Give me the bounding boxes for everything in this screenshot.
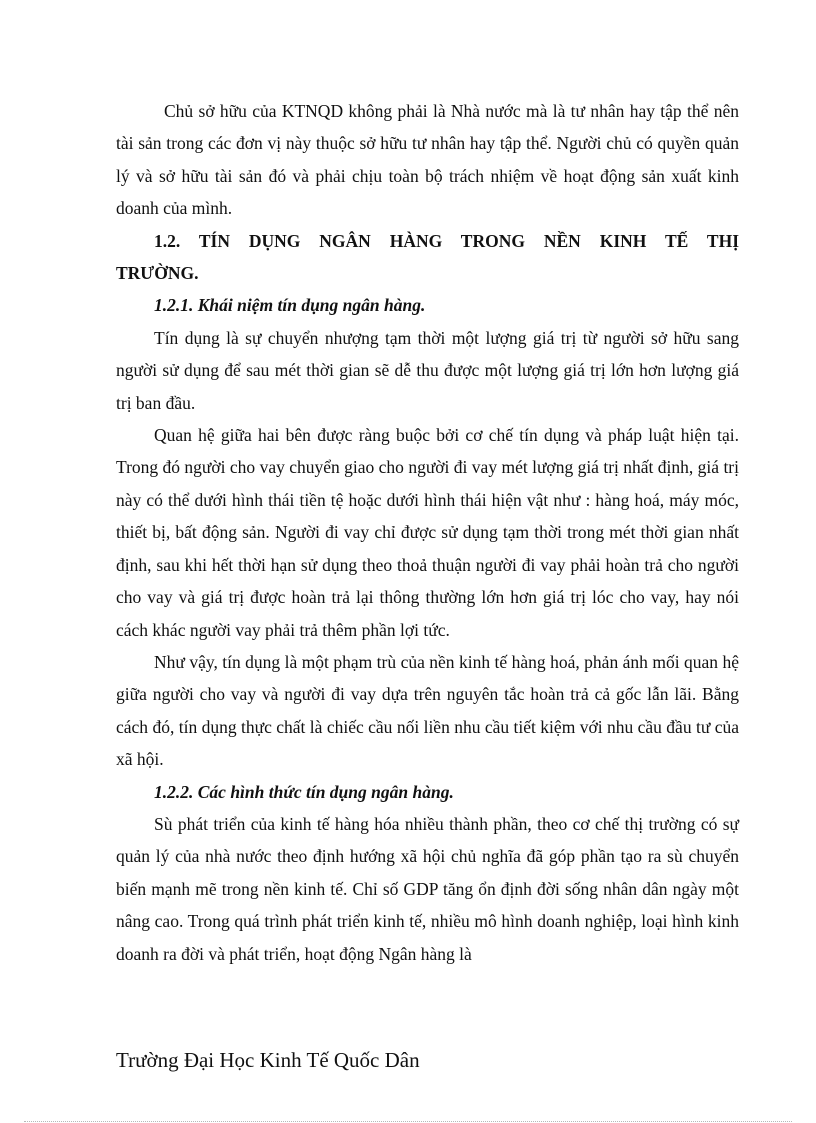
paragraph-credit-definition: Tín dụng là sự chuyển nhượng tạm thời một lượng giá trị từ người sở hữu sang người sử dụng để sau mét thời gian sẽ dễ thu được một lượng giá trị lớn hơn lượng giá trị ban đầu.: [116, 327, 739, 413]
paragraph-economic-category: Như vậy, tín dụng là một phạm trù của nền kinh tế hàng hoá, phản ánh mối quan hệ giữa người cho vay và người đi vay dựa trên nguyên tắc hoàn trả cả gốc lẫn lãi. Bằng cách đó, tín dụng thực chất là chiếc cầu nối liền nhu cầu tiết kiệm với nhu cầu đầu tư của xã hội.: [116, 651, 739, 770]
paragraph-relationship: Quan hệ giữa hai bên được ràng buộc bởi cơ chế tín dụng và pháp luật hiện tại. Trong đó người cho vay chuyển giao cho người đi vay mét lượng giá trị nhất định, giá trị này có thể dưới hình thái tiền tệ hoặc dưới hình thái hiện vật như : hàng hoá, máy móc, thiết bị, bất động sản. Người đi vay chỉ được sử dụng tạm thời trong mét thời gian nhất định, sau khi hết thời hạn sử dụng theo thoả thuận người đi vay phải hoàn trả cho người cho vay và giá trị được hoàn trả lại thông thường lớn hơn giá trị lóc cho vay, hay nói cách khác người vay phải trả thêm phần lợi tức.: [116, 425, 739, 640]
subsection-heading-forms: 1.2.2. Các hình thức tín dụng ngân hàng.: [154, 781, 454, 802]
section-heading-bank-credit: 1.2. TÍN DỤNG NGÂN HÀNG TRONG NỀN KINH TẾ THỊ TRƯỜNG.: [116, 230, 739, 284]
paragraph-development: Sù phát triển của kinh tế hàng hóa nhiều thành phần, theo cơ chế thị trường có sự quản lý của nhà nước theo định hướng xã hội chủ nghĩa đã góp phần tạo ra sù chuyển biến mạnh mẽ trong nền kinh tế. Chỉ số GDP tăng ổn định đời sống nhân dân ngày một nâng cao. Trong quá trình phát triển kinh tế, nhiều mô hình doanh nghiệp, loại hình kinh doanh ra đời và phát triển, hoạt động Ngân hàng là: [116, 813, 739, 964]
paragraph-ownership: Chủ sở hữu của KTNQD không phải là Nhà nước mà là tư nhân hay tập thể nên tài sản trong các đơn vị này thuộc sở hữu tư nhân hay tập thể. Người chủ có quyền quản lý và sở hữu tài sản đó và phải chịu toàn bộ trách nhiệm về hoạt động sản xuất kinh doanh của mình.: [116, 101, 739, 219]
page-bottom-divider: [24, 1121, 792, 1122]
subsection-heading-concept: 1.2.1. Khái niệm tín dụng ngân hàng.: [154, 295, 426, 316]
page-footer: Trường Đại Học Kinh Tế Quốc Dân: [116, 1048, 420, 1072]
document-body: [116, 95, 739, 970]
